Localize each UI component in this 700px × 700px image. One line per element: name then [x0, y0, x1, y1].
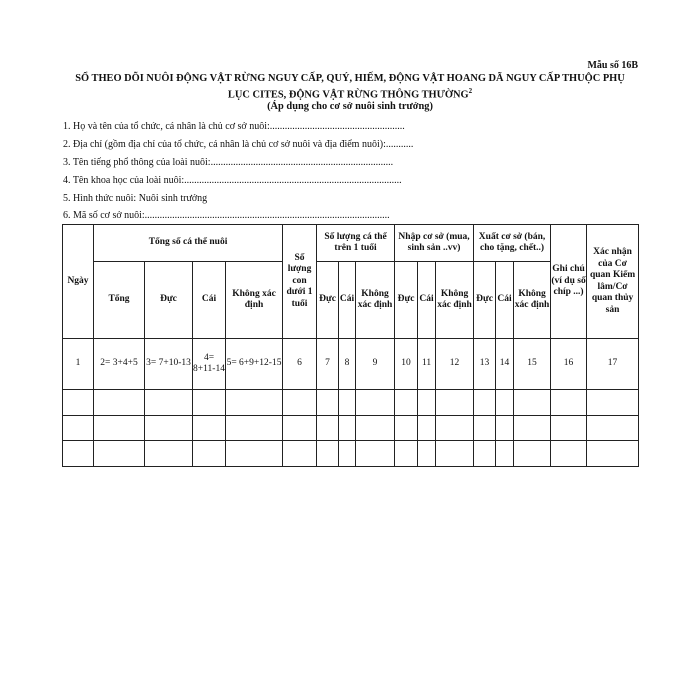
field-common-name: 3. Tên tiếng phổ thông của loài nuôi:.........................................................................: [63, 156, 394, 168]
header-total-unknown: Không xác định: [226, 262, 283, 339]
empty-cell: [226, 441, 283, 467]
empty-cell: [436, 415, 474, 441]
empty-cell: [339, 390, 356, 416]
empty-cell: [356, 441, 395, 467]
col-number-cell: 8: [339, 339, 356, 390]
form-fields: [63, 118, 413, 225]
header-export-unknown: Không xác định: [514, 262, 551, 339]
col-number-cell: 15: [514, 339, 551, 390]
col-number-cell: 10: [395, 339, 418, 390]
col-number-cell: 11: [418, 339, 436, 390]
header-import-group: Nhập cơ sở (mua, sinh sản ..vv): [395, 225, 474, 262]
empty-cell: [283, 415, 317, 441]
header-import-unknown: Không xác định: [436, 262, 474, 339]
empty-cell: [587, 390, 639, 416]
empty-cell: [395, 415, 418, 441]
col-number-cell: 3= 7+10-13: [145, 339, 193, 390]
col-number-cell: 9: [356, 339, 395, 390]
empty-cell: [587, 415, 639, 441]
empty-cell: [474, 390, 496, 416]
empty-cell: [193, 415, 226, 441]
empty-cell: [317, 390, 339, 416]
col-number-cell: 17: [587, 339, 639, 390]
empty-cell: [63, 441, 94, 467]
col-number-cell: 13: [474, 339, 496, 390]
title-footnote-mark: 2: [468, 87, 473, 95]
header-export-female: Cái: [496, 262, 514, 339]
title-line-2-text: LỤC CITES, ĐỘNG VẬT RỪNG THÔNG THƯỜNG: [227, 89, 469, 101]
empty-cell: [395, 441, 418, 467]
empty-cell: [418, 441, 436, 467]
empty-cell: [283, 441, 317, 467]
header-over-one-female: Cái: [339, 262, 356, 339]
col-number-cell: 2= 3+4+5: [94, 339, 145, 390]
empty-cell: [145, 441, 193, 467]
empty-cell: [226, 415, 283, 441]
empty-cell: [551, 441, 587, 467]
empty-cell: [514, 415, 551, 441]
title-line-2: [62, 85, 638, 101]
animal-log-table: [62, 224, 639, 467]
empty-cell: [339, 441, 356, 467]
table-row: [63, 415, 639, 441]
header-total-male: Đực: [145, 262, 193, 339]
table-row: [63, 390, 639, 416]
col-number-cell: 14: [496, 339, 514, 390]
col-number-cell: 1: [63, 339, 94, 390]
header-notes: Ghi chú (ví dụ số chíp ...): [551, 225, 587, 339]
empty-cell: [356, 415, 395, 441]
header-over-one-unknown: Không xác định: [356, 262, 395, 339]
header-total-female: Cái: [193, 262, 226, 339]
col-number-cell: 4= 8+11-14: [193, 339, 226, 390]
empty-cell: [418, 390, 436, 416]
header-day: Ngày: [63, 225, 94, 339]
col-number-cell: 6: [283, 339, 317, 390]
empty-cell: [94, 390, 145, 416]
header-over-one-group: Số lượng cá thể trên 1 tuổi: [317, 225, 395, 262]
empty-cell: [551, 390, 587, 416]
form-number: Mẫu số 16B: [587, 60, 638, 71]
empty-cell: [551, 415, 587, 441]
header-row-group: [63, 225, 639, 262]
empty-cell: [395, 390, 418, 416]
empty-cell: [587, 441, 639, 467]
empty-cell: [436, 390, 474, 416]
document-title: [62, 73, 638, 113]
empty-cell: [514, 390, 551, 416]
document-subtitle: (Áp dụng cho cơ sở nuôi sinh trưởng): [267, 101, 433, 113]
empty-cell: [63, 390, 94, 416]
empty-cell: [496, 390, 514, 416]
field-facility-code: 6. Mã số cơ sở nuôi:..................................................................................................: [63, 210, 390, 222]
empty-cell: [496, 415, 514, 441]
field-address: 2. Địa chỉ (gồm địa chỉ của tổ chức, cá nhân là chủ cơ sở nuôi và địa điểm nuôi):...........: [63, 138, 414, 150]
empty-cell: [193, 390, 226, 416]
header-under-one: Số lượng con dưới 1 tuổi: [283, 225, 317, 339]
header-total: Tổng: [94, 262, 145, 339]
header-over-one-male: Đực: [317, 262, 339, 339]
col-number-cell: 16: [551, 339, 587, 390]
header-import-female: Cái: [418, 262, 436, 339]
empty-cell: [94, 415, 145, 441]
header-total-group: Tổng số cá thể nuôi: [94, 225, 283, 262]
header-confirmation: Xác nhận của Cơ quan Kiểm lâm/Cơ quan thủy sản: [587, 225, 639, 339]
empty-cell: [514, 441, 551, 467]
empty-cell: [145, 415, 193, 441]
empty-cell: [193, 441, 226, 467]
empty-cell: [356, 390, 395, 416]
empty-cell: [283, 390, 317, 416]
field-organization-name: 1. Họ và tên của tổ chức, cá nhân là chủ cơ sở nuôi:......................................................: [63, 121, 405, 132]
empty-cell: [145, 390, 193, 416]
empty-cell: [474, 415, 496, 441]
empty-cell: [317, 441, 339, 467]
col-number-cell: 12: [436, 339, 474, 390]
table-row: [63, 441, 639, 467]
header-export-male: Đực: [474, 262, 496, 339]
column-number-row: [63, 339, 639, 390]
header-import-male: Đực: [395, 262, 418, 339]
col-number-cell: 7: [317, 339, 339, 390]
empty-cell: [94, 441, 145, 467]
empty-cell: [63, 415, 94, 441]
empty-cell: [436, 441, 474, 467]
empty-cell: [418, 415, 436, 441]
field-farming-form: 5. Hình thức nuôi: Nuôi sinh trưởng: [63, 192, 208, 204]
title-line-1: SỔ THEO DÕI NUÔI ĐỘNG VẬT RỪNG NGUY CẤP, QUÝ, HIẾM, ĐỘNG VẬT HOANG DÃ NGUY CẤP THUỘC PHỤ: [75, 73, 625, 84]
empty-cell: [474, 441, 496, 467]
empty-cell: [226, 390, 283, 416]
empty-cell: [339, 415, 356, 441]
empty-cell: [496, 441, 514, 467]
empty-cell: [317, 415, 339, 441]
header-export-group: Xuất cơ sở (bán, cho tặng, chết..): [474, 225, 551, 262]
field-scientific-name: 4. Tên khoa học của loài nuôi:.......................................................................................: [63, 174, 402, 186]
empty-rows: [63, 390, 639, 467]
col-number-cell: 5= 6+9+12-15: [226, 339, 283, 390]
